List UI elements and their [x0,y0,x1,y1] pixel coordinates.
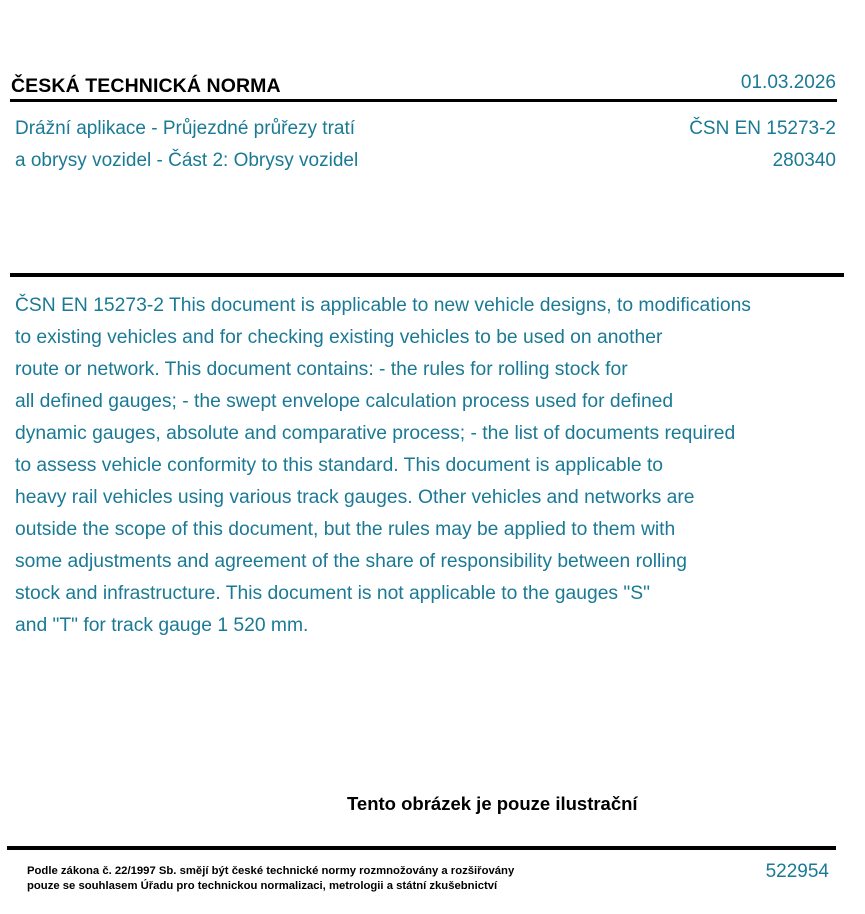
abstract-line: some adjustments and agreement of the share of responsibility between rolling [15,551,688,572]
document-type-title: ČESKÁ TECHNICKÁ NORMA [11,75,281,97]
document-id: 522954 [765,861,829,882]
abstract-line: to assess vehicle conformity to this standard. This document is applicable to [15,455,664,476]
standard-title-line2: a obrysy vozidel - Část 2: Obrysy vozidel [15,150,359,171]
publication-date: 01.03.2026 [740,72,836,93]
abstract-line: heavy rail vehicles using various track gauges. Other vehicles and networks are [15,487,695,508]
standard-title-line1: Drážní aplikace - Průjezdné průřezy tratí [15,118,356,139]
footer-divider [7,846,836,850]
illustration-notice: Tento obrázek je pouze ilustrační [347,793,638,814]
section-divider [10,273,844,277]
abstract-line: and "T" for track gauge 1 520 mm. [15,615,309,636]
abstract-line: to existing vehicles and for checking existing vehicles to be used on another [15,327,663,348]
abstract-line: dynamic gauges, absolute and comparative process; - the list of documents required [15,423,736,444]
abstract-line: ČSN EN 15273-2 This document is applicable to new vehicle designs, to modifications [15,295,751,316]
abstract-line: route or network. This document contains: - the rules for rolling stock for [15,359,628,380]
classification-number: 280340 [772,150,836,171]
legal-line: pouze se souhlasem Úřadu pro technickou normalizaci, metrologii a státní zkušebnictví [27,880,498,892]
abstract-line: outside the scope of this document, but the rules may be applied to them with [15,519,676,540]
abstract-line: stock and infrastructure. This document is not applicable to the gauges "S" [15,583,650,604]
legal-line: Podle zákona č. 22/1997 Sb. smějí být české technické normy rozmnožovány a rozšiřovány [27,865,515,877]
header-divider [10,99,837,102]
abstract-text [15,290,850,642]
standard-number: ČSN EN 15273-2 [689,118,836,139]
legal-notice [27,864,514,894]
abstract-line: all defined gauges; - the swept envelope calculation process used for defined [15,391,674,412]
